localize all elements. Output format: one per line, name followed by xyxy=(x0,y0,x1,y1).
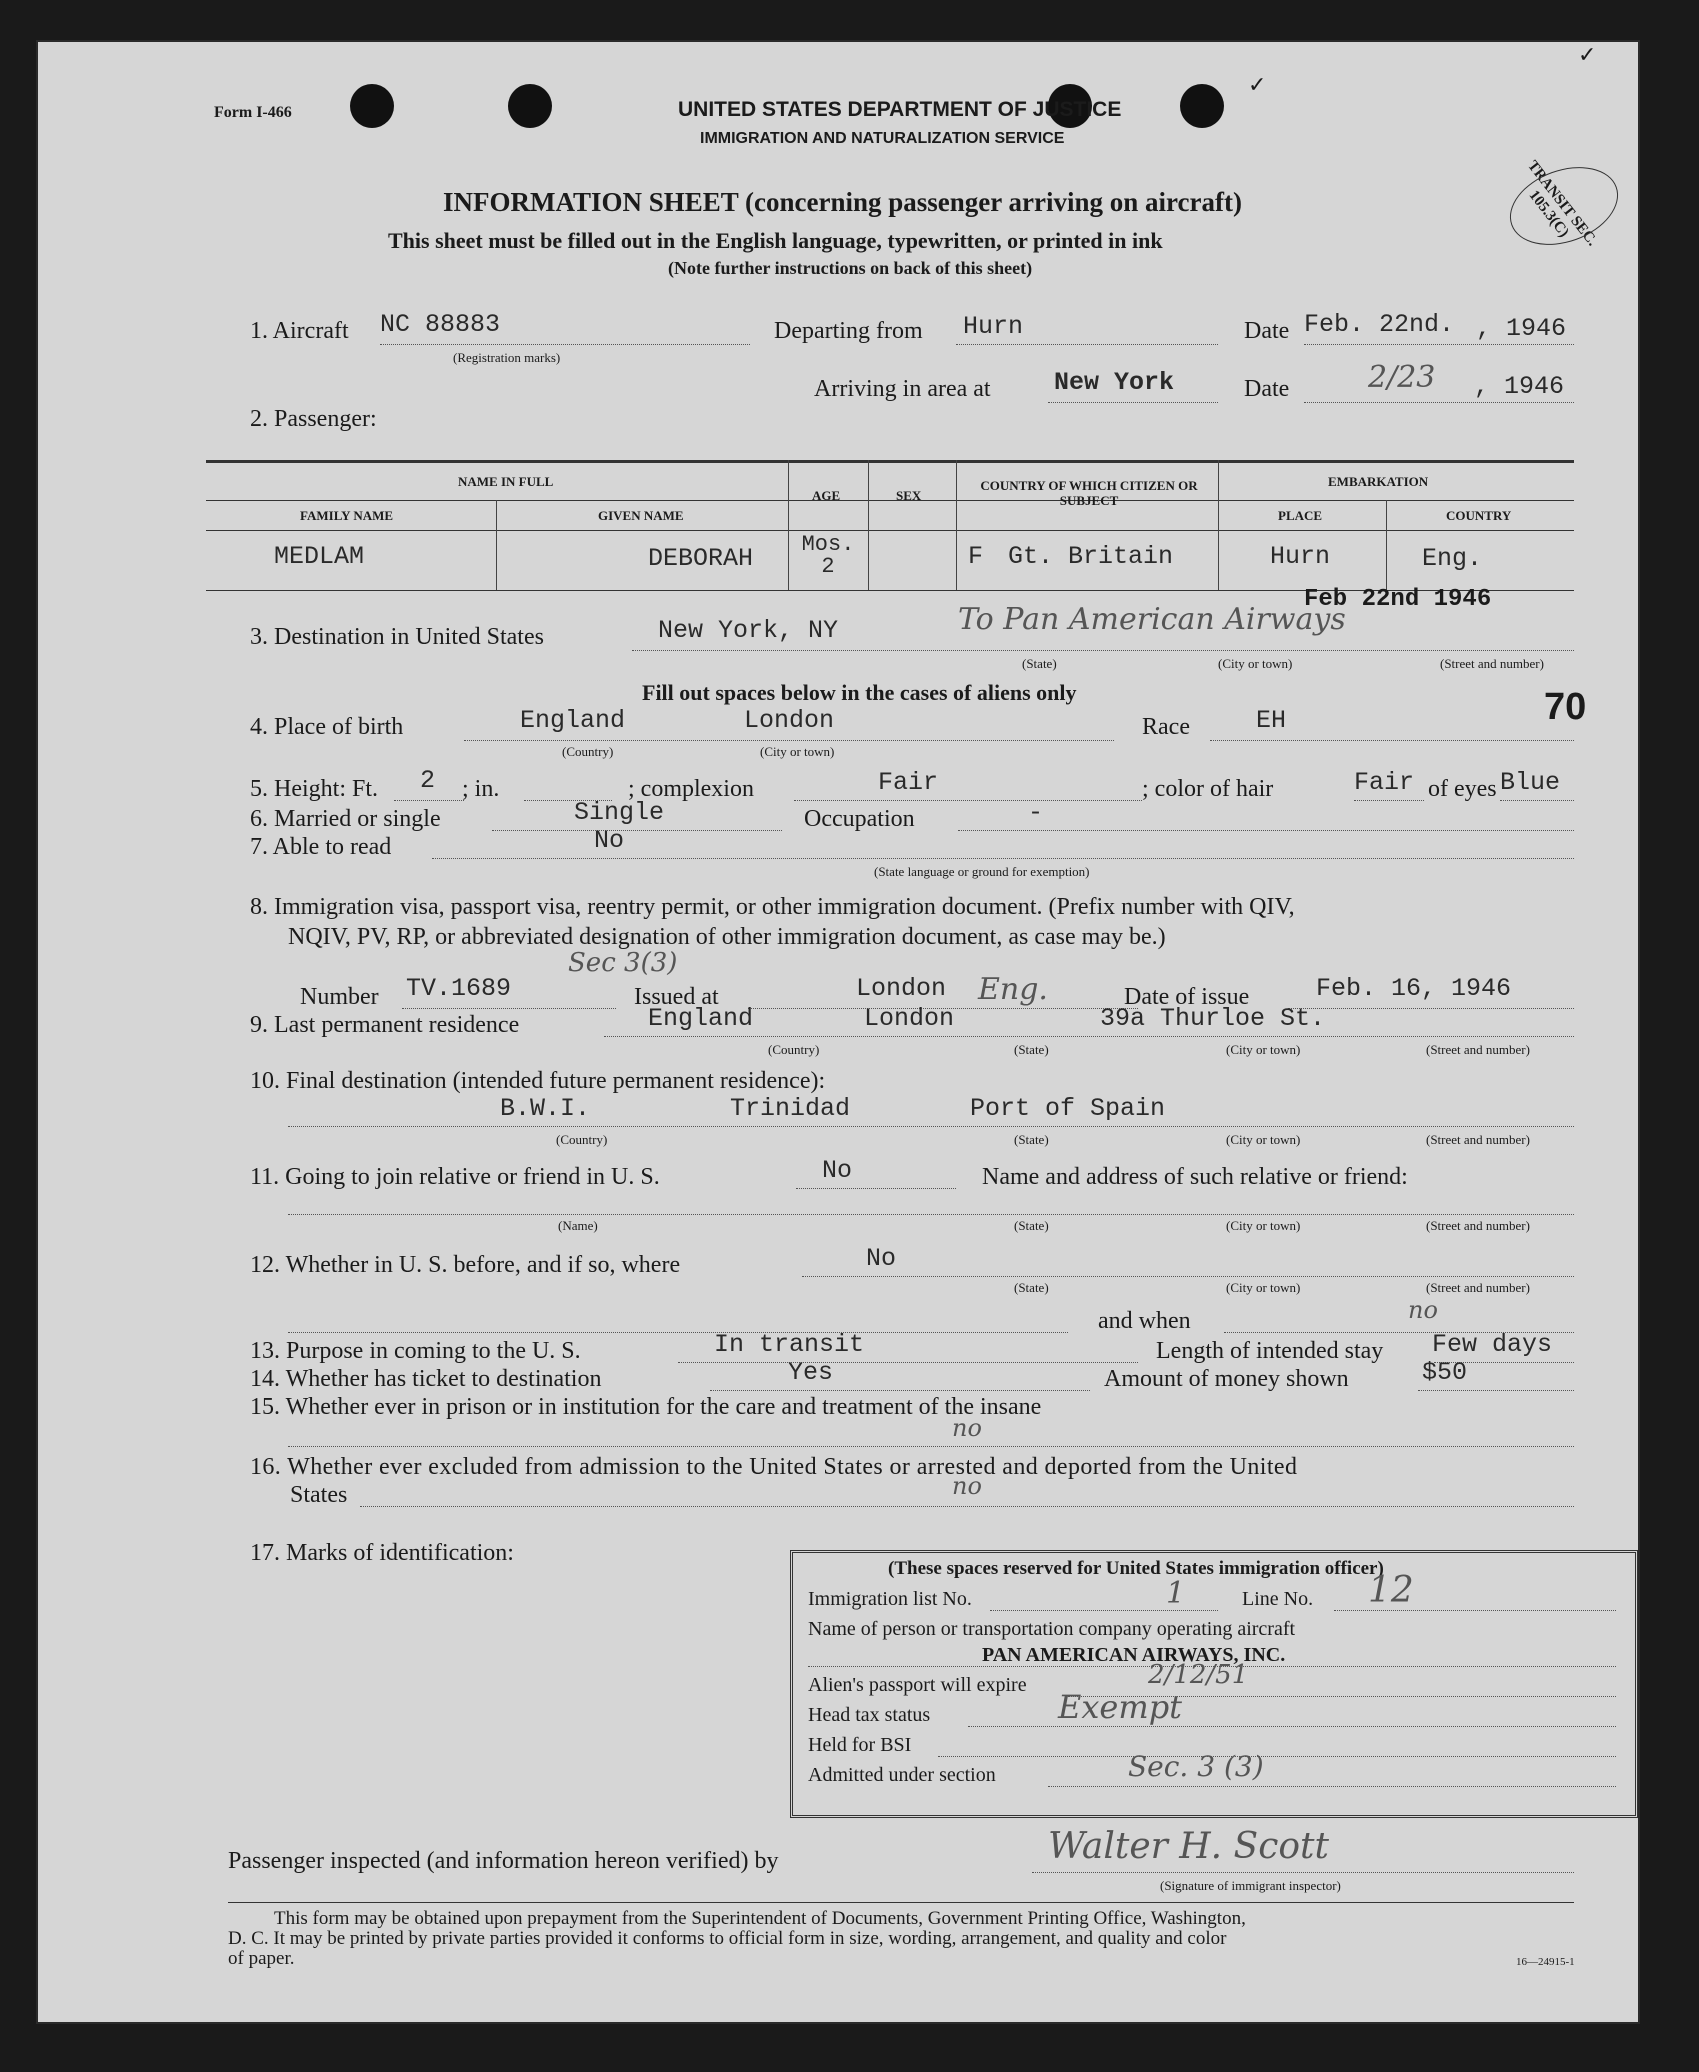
line-label: Line No. xyxy=(1242,1588,1314,1610)
height-ft: 2 xyxy=(420,766,436,795)
cap-city: (City or town) xyxy=(760,744,835,759)
occupation-value: - xyxy=(1028,798,1044,827)
headtax-line xyxy=(968,1726,1616,1727)
item14-label: 14. Whether has ticket to destination xyxy=(250,1366,602,1392)
when-value: no xyxy=(1408,1296,1438,1324)
stay-label: Length of intended stay xyxy=(1156,1338,1384,1364)
expire-label: Alien's passport will expire xyxy=(808,1674,1027,1696)
arriving-line xyxy=(1048,402,1218,403)
final-city: Port of Spain xyxy=(970,1094,1166,1123)
note-text: (Note further instructions on back of this sheet) xyxy=(668,258,1033,278)
cap-street: (Street and number) xyxy=(1426,1042,1530,1057)
item15-label: 15. Whether ever in prison or in institution for the care and treatment of the insane xyxy=(250,1394,1042,1420)
cap-city: (City or town) xyxy=(1226,1280,1301,1295)
issued-label: Issued at xyxy=(634,984,719,1010)
item2-label: 2. Passenger: xyxy=(250,406,377,432)
footer-line1: This form may be obtained upon prepayment from the Superintendent of Documents, Government Printing Office, Washington, xyxy=(274,1908,1246,1929)
hdr-given: GIVEN NAME xyxy=(598,508,684,523)
item12-label: 12. Whether in U. S. before, and if so, where xyxy=(250,1252,681,1278)
bsi-label: Held for BSI xyxy=(808,1734,912,1756)
hair-label: ; color of hair xyxy=(1142,776,1274,802)
item7-line xyxy=(432,858,1574,859)
date-line xyxy=(1304,344,1574,345)
department-name: UNITED STATES DEPARTMENT OF JUSTICE xyxy=(678,98,1122,121)
service-name: IMMIGRATION AND NATURALIZATION SERVICE xyxy=(700,130,1065,147)
race-value: EH xyxy=(1256,706,1287,735)
item13-line xyxy=(678,1362,1138,1363)
hdr-embarkation: EMBARKATION xyxy=(1328,474,1429,489)
officer-heading: (These spaces reserved for United States immigration officer) xyxy=(888,1558,1384,1579)
item14-line xyxy=(710,1390,1090,1391)
date2-value: 2/23 xyxy=(1368,360,1436,395)
admitted-value: Sec. 3 (3) xyxy=(1128,1750,1264,1783)
hdr-age: AGE xyxy=(812,488,841,503)
bsi-line xyxy=(938,1756,1616,1757)
footer-line2: D. C. It may be printed by private parties provided it conforms to official form in size, wording, arrangement, and quality and color xyxy=(228,1928,1227,1949)
hdr-country: COUNTRY OF WHICH CITIZEN OR SUBJECT xyxy=(980,478,1198,508)
doi-line xyxy=(1288,1008,1574,1009)
cap-street: (Street and number) xyxy=(1426,1218,1530,1233)
family-name: MEDLAM xyxy=(274,542,365,571)
item3-label: 3. Destination in United States xyxy=(250,624,544,650)
aliens-heading: Fill out spaces below in the cases of aliens only xyxy=(642,680,1077,705)
inspection-label: Passenger inspected (and information hereon verified) by xyxy=(228,1848,779,1874)
company-label: Name of person or transportation company operating aircraft xyxy=(808,1618,1296,1640)
instruction-text: This sheet must be filled out in the English language, typewritten, or printed in ink xyxy=(388,228,1163,253)
table-top-rule xyxy=(206,460,1574,463)
hdr-place: PLACE xyxy=(1278,508,1323,523)
read-caption: (State language or ground for exemption) xyxy=(874,864,1090,879)
number-line xyxy=(402,1008,616,1009)
table-col-rule xyxy=(956,460,957,590)
in-label: ; in. xyxy=(462,776,500,802)
destination-city: To Pan American Airways xyxy=(958,602,1346,637)
headtax-label: Head tax status xyxy=(808,1704,931,1726)
cap-street: (Street and number) xyxy=(1426,1132,1530,1147)
complexion-line xyxy=(794,800,1142,801)
item11-label: 11. Going to join relative or friend in U. S. xyxy=(250,1164,660,1190)
departing-value: Hurn xyxy=(963,312,1024,341)
residence-state: London xyxy=(864,1004,955,1033)
join-value: No xyxy=(822,1156,853,1185)
item16-line xyxy=(360,1506,1574,1507)
item13-label: 13. Purpose in coming to the U. S. xyxy=(250,1338,581,1364)
occupation-label: Occupation xyxy=(804,806,915,832)
page-title: INFORMATION SHEET (concerning passenger arriving on aircraft) xyxy=(443,187,1242,217)
eyes-line xyxy=(1500,800,1574,801)
hair-line xyxy=(1354,800,1424,801)
sex-value: F xyxy=(968,542,984,571)
issued-note: Eng. xyxy=(978,972,1048,1007)
corner-mark: ✓ xyxy=(1248,72,1267,97)
footer-line3: of paper. xyxy=(228,1948,295,1969)
item7-label: 7. Able to read xyxy=(250,834,392,860)
arriving-value: New York xyxy=(1054,368,1175,397)
cap-street: (Street and number) xyxy=(1426,1280,1530,1295)
punch-hole xyxy=(1180,84,1224,128)
complexion-value: Fair xyxy=(878,768,939,797)
occupation-line xyxy=(958,830,1574,831)
table-col-rule xyxy=(1386,500,1387,590)
item1-label: 1. Aircraft xyxy=(250,318,349,344)
excluded-value: no xyxy=(952,1472,982,1500)
item16-line1: 16. Whether ever excluded from admission to the United States or arrested and deported from the United xyxy=(250,1454,1298,1480)
signature-caption: (Signature of immigrant inspector) xyxy=(1160,1878,1341,1893)
cap-city: (City or town) xyxy=(1226,1218,1301,1233)
departing-line xyxy=(956,344,1218,345)
departing-label: Departing from xyxy=(774,318,923,344)
inspector-signature: Walter H. Scott xyxy=(1048,1826,1329,1867)
cap-state: (State) xyxy=(1014,1042,1049,1057)
item10-line xyxy=(288,1126,1574,1127)
punch-hole xyxy=(508,84,552,128)
admitted-label: Admitted under section xyxy=(808,1764,996,1786)
given-name: DEBORAH xyxy=(648,544,754,573)
complexion-label: ; complexion xyxy=(628,776,754,802)
before-value: No xyxy=(866,1244,897,1273)
cap-state: (State) xyxy=(1014,1132,1049,1147)
item4-line xyxy=(464,740,1114,741)
expire-value: 2/12/51 xyxy=(1148,1660,1249,1690)
signature-line xyxy=(1032,1872,1574,1873)
headtax-value: Exempt xyxy=(1058,1688,1183,1726)
age-value: Mos. 2 xyxy=(801,532,855,579)
residence-country: England xyxy=(648,1004,754,1033)
marital-value: Single xyxy=(574,798,665,827)
cap-street: (Street and number) xyxy=(1440,656,1544,671)
residence-city: 39a Thurloe St. xyxy=(1100,1004,1326,1033)
hdr-name-in-full: NAME IN FULL xyxy=(458,474,554,489)
ticket-value: Yes xyxy=(788,1358,834,1387)
hdr-sex: SEX xyxy=(896,488,922,503)
date-label: Date xyxy=(1244,318,1290,344)
form-sheet xyxy=(38,42,1638,2022)
cap-country: (Country) xyxy=(556,1132,608,1147)
money-line xyxy=(1418,1390,1574,1391)
citizen-value: Gt. Britain xyxy=(1008,542,1174,571)
issued-value: London xyxy=(856,974,947,1003)
table-col-rule xyxy=(868,460,869,590)
item9-label: 9. Last permanent residence xyxy=(250,1012,520,1038)
relative-line xyxy=(288,1214,1574,1215)
item3-line xyxy=(632,650,1574,651)
hdr-family: FAMILY NAME xyxy=(300,508,394,523)
item9-line xyxy=(604,1036,1574,1037)
corner-mark: ✓ xyxy=(1578,42,1597,67)
item16-line2: States xyxy=(290,1482,348,1508)
cap-country: (Country) xyxy=(768,1042,820,1057)
registration-caption: (Registration marks) xyxy=(453,350,561,365)
destination-state: New York, NY xyxy=(658,616,839,645)
arriving-label: Arriving in area at xyxy=(814,376,991,402)
table-mid-rule xyxy=(206,500,1574,501)
cap-city: (City or town) xyxy=(1226,1132,1301,1147)
item4-label: 4. Place of birth xyxy=(250,714,404,740)
when-label: and when xyxy=(1098,1308,1191,1334)
aircraft-line xyxy=(380,344,750,345)
date2-label: Date xyxy=(1244,376,1290,402)
doi-label: Date of issue xyxy=(1124,984,1250,1010)
list-value: 1 xyxy=(1166,1576,1186,1611)
prison-value: no xyxy=(952,1414,982,1442)
cap-name: (Name) xyxy=(558,1218,598,1233)
money-value: $50 xyxy=(1422,1358,1468,1387)
item11-line xyxy=(796,1188,956,1189)
item6-line xyxy=(492,830,782,831)
relative-label: Name and address of such relative or friend: xyxy=(982,1164,1408,1190)
birth-city: London xyxy=(744,706,835,735)
table-col-rule xyxy=(1218,460,1219,590)
cap-state: (State) xyxy=(1022,656,1057,671)
item8-line1: 8. Immigration visa, passport visa, reentry permit, or other immigration document. (Prefix number with QIV, xyxy=(250,894,1295,920)
doi-value: Feb. 16, 1946 xyxy=(1316,974,1512,1003)
read-value: No xyxy=(594,826,625,855)
hair-value: Fair xyxy=(1354,768,1415,797)
footer-rule xyxy=(228,1902,1574,1903)
transit-stamp: TRANSIT SEC. 105.3(C) xyxy=(1524,157,1601,250)
item6-label: 6. Married or single xyxy=(250,806,441,832)
cap-city: (City or town) xyxy=(1226,1042,1301,1057)
cap-country: (Country) xyxy=(562,744,614,759)
cap-city: (City or town) xyxy=(1218,656,1293,671)
punch-hole xyxy=(350,84,394,128)
stamp-date: Feb 22nd 1946 xyxy=(1304,586,1492,613)
race-code: 70 xyxy=(1544,686,1587,728)
form-code: 16—24915-1 xyxy=(1516,1956,1575,1968)
ft-line xyxy=(394,800,464,801)
stay-value: Few days xyxy=(1432,1330,1553,1359)
date2-line xyxy=(1304,402,1574,403)
number-value: TV.1689 xyxy=(406,974,512,1003)
date-value: Feb. 22nd. xyxy=(1304,310,1455,339)
race-label: Race xyxy=(1142,714,1190,740)
item5-label: 5. Height: Ft. xyxy=(250,776,379,802)
aircraft-value: NC 88883 xyxy=(380,310,501,339)
line-value: 12 xyxy=(1368,1570,1414,1611)
item15-line xyxy=(288,1446,1574,1447)
item8-line2: NQIV, PV, RP, or abbreviated designation of other immigration document, as case may be.) xyxy=(288,924,1166,950)
date2-year: , 1946 xyxy=(1474,372,1565,401)
table-col-rule xyxy=(496,500,497,590)
admitted-line xyxy=(1048,1786,1616,1787)
when-where-line xyxy=(288,1332,1068,1333)
list-label: Immigration list No. xyxy=(808,1588,972,1610)
item10-label: 10. Final destination (intended future permanent residence): xyxy=(250,1068,826,1094)
race-line xyxy=(1210,740,1574,741)
birth-country: England xyxy=(520,706,626,735)
table-col-rule xyxy=(788,460,789,590)
item17-label: 17. Marks of identification: xyxy=(250,1540,514,1566)
purpose-value: In transit xyxy=(714,1330,865,1359)
number-note: Sec 3(3) xyxy=(568,948,678,978)
cap-state: (State) xyxy=(1014,1218,1049,1233)
item12-line xyxy=(802,1276,1574,1277)
date-year: , 1946 xyxy=(1476,314,1567,343)
number-label: Number xyxy=(300,984,379,1010)
cap-state: (State) xyxy=(1014,1280,1049,1295)
final-state: Trinidad xyxy=(730,1094,851,1123)
company-value: PAN AMERICAN AIRWAYS, INC. xyxy=(982,1644,1286,1666)
hdr-emb-country: COUNTRY xyxy=(1446,508,1512,523)
table-header-rule xyxy=(206,530,1574,531)
money-label: Amount of money shown xyxy=(1104,1366,1349,1392)
form-number: Form I-466 xyxy=(214,104,292,121)
eyes-value: Blue xyxy=(1500,768,1561,797)
emb-place-value: Hurn xyxy=(1270,542,1331,571)
final-country: B.W.I. xyxy=(500,1094,591,1123)
emb-country-value: Eng. xyxy=(1422,544,1483,573)
eyes-label: of eyes xyxy=(1428,776,1497,802)
